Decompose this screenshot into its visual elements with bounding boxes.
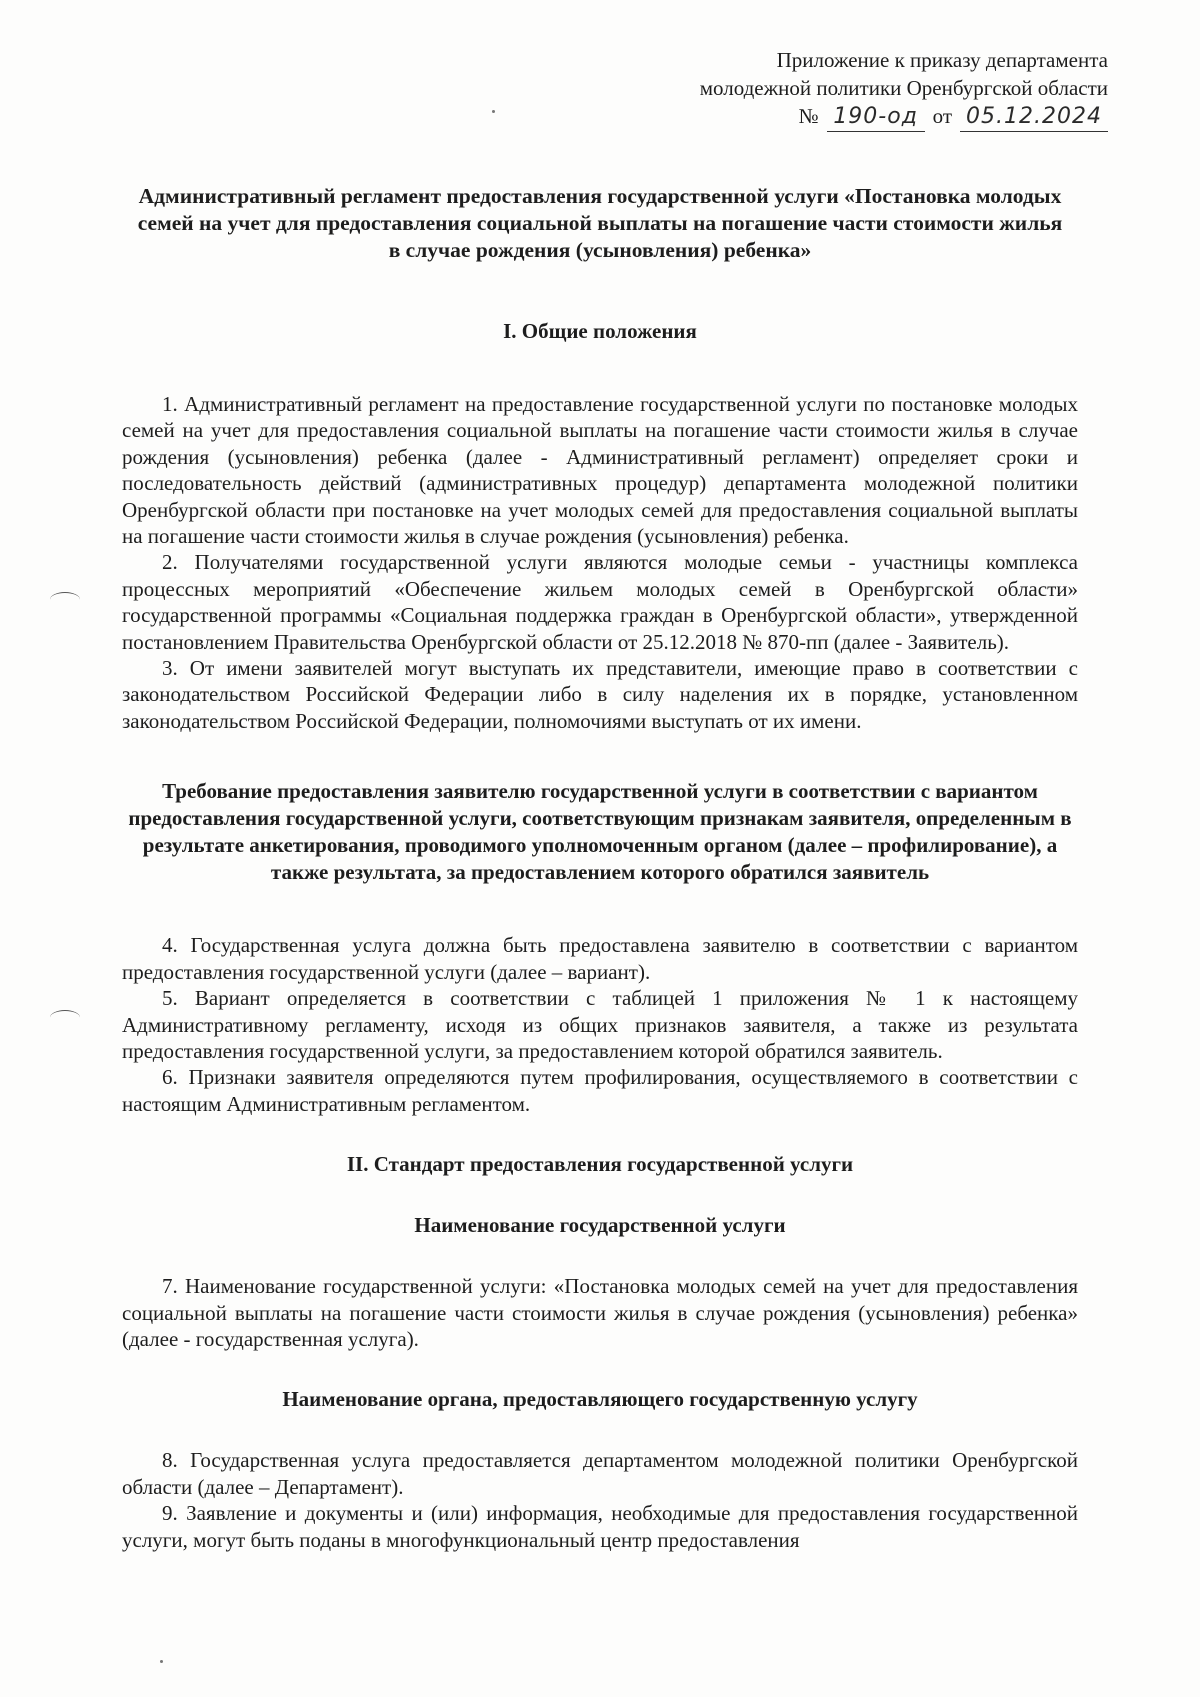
paragraph-8: 8. Государственная услуга предоставляется департаментом молодежной политики Оренбургской области (далее – Департамент). [122, 1448, 1078, 1499]
section-1-heading: I. Общие положения [503, 319, 697, 343]
paragraph-2: 2. Получателями государственной услуги являются молодые семьи - участницы комплекса процессных мероприятий «Обеспечение жильем молодых семей в Оренбургской области» государственной программы «Социальная поддержка граждан в Оренбургской области», утвержденной постановлением Правительства Оренбургской области от 25.12.2018 № 870-пп (далее - Заявитель). [122, 550, 1078, 654]
scan-speck [492, 110, 495, 113]
punch-hole-mark [50, 1010, 80, 1025]
header-line-2: молодежной политики Оренбургской области [699, 76, 1108, 100]
paragraph-1: 1. Административный регламент на предоставление государственной услуги по постановке молодых семей на учет для предоставления социальной выплаты на погашение части стоимости жилья в случае рождения (усыновления) ребенка (далее - Административный регламент) определяет сроки и последовательность действий (административных процедур) департамента молодежной политики Оренбургской области при постановке на учет молодых семей для предоставления социальной выплаты на погашение части стоимости жилья в случае рождения (усыновления) ребенка. [122, 392, 1078, 549]
punch-hole-mark [50, 592, 80, 607]
section-2-heading: II. Стандарт предоставления государственной услуги [346, 1152, 854, 1177]
header-line-1: Приложение к приказу департамента [776, 48, 1108, 72]
service-name-heading: Наименование государственной услуги [414, 1213, 786, 1238]
document-body [122, 183, 1078, 1553]
date-prefix: от [932, 104, 953, 128]
paragraph-3: 3. От имени заявителей могут выступать их представители, имеющие право в соответствии с законодательством Российской Федерации либо в силу наделения их в порядке, установленном законодательством Российской Федерации, полномочиями выступать от их имени. [122, 656, 1078, 733]
paragraph-6: 6. Признаки заявителя определяются путем профилирования, осуществляемого в соответствии с настоящим Административным регламентом. [122, 1065, 1078, 1116]
order-number-line [588, 102, 1108, 132]
paragraph-7: 7. Наименование государственной услуги: «Постановка молодых семей на учет для предоставления социальной выплаты на погашение части стоимости жилья в случае рождения (усыновления) ребенка» (далее - государственная услуга). [122, 1274, 1078, 1351]
number-prefix: № [798, 104, 819, 128]
document-header [588, 46, 1108, 132]
order-number-handwritten: 190-од [827, 103, 925, 132]
order-date-handwritten: 05.12.2024 [960, 103, 1108, 132]
document-title: Административный регламент предоставления государственной услуги «Постановка молодых семей на учет для предоставления социальной выплаты на погашение части стоимости жилья в случае рождения (усыновления) ребенка» [137, 184, 1063, 262]
paragraph-5: 5. Вариант определяется в соответствии с таблицей 1 приложения № 1 к настоящему Административному регламенту, исходя из общих признаков заявителя, а также из результата предоставления государственной услуги, за предоставлением которой обратился заявитель. [122, 986, 1078, 1063]
requirement-heading: Требование предоставления заявителю государственной услуги в соответствии с вариантом предоставления государственной услуги, соответствующим признакам заявителя, определенным в результате анкетирования, проводимого уполномоченным органом (далее – профилирование), а также результата, за предоставлением которого обратился заявитель [128, 779, 1072, 885]
scan-speck [160, 1660, 163, 1663]
organization-heading: Наименование органа, предоставляющего государственную услугу [282, 1387, 918, 1412]
paragraph-9: 9. Заявление и документы и (или) информация, необходимые для предоставления государственной услуги, могут быть поданы в многофункциональный центр предоставления [122, 1501, 1078, 1552]
paragraph-4: 4. Государственная услуга должна быть предоставлена заявителю в соответствии с вариантом предоставления государственной услуги (далее – вариант). [122, 933, 1078, 984]
